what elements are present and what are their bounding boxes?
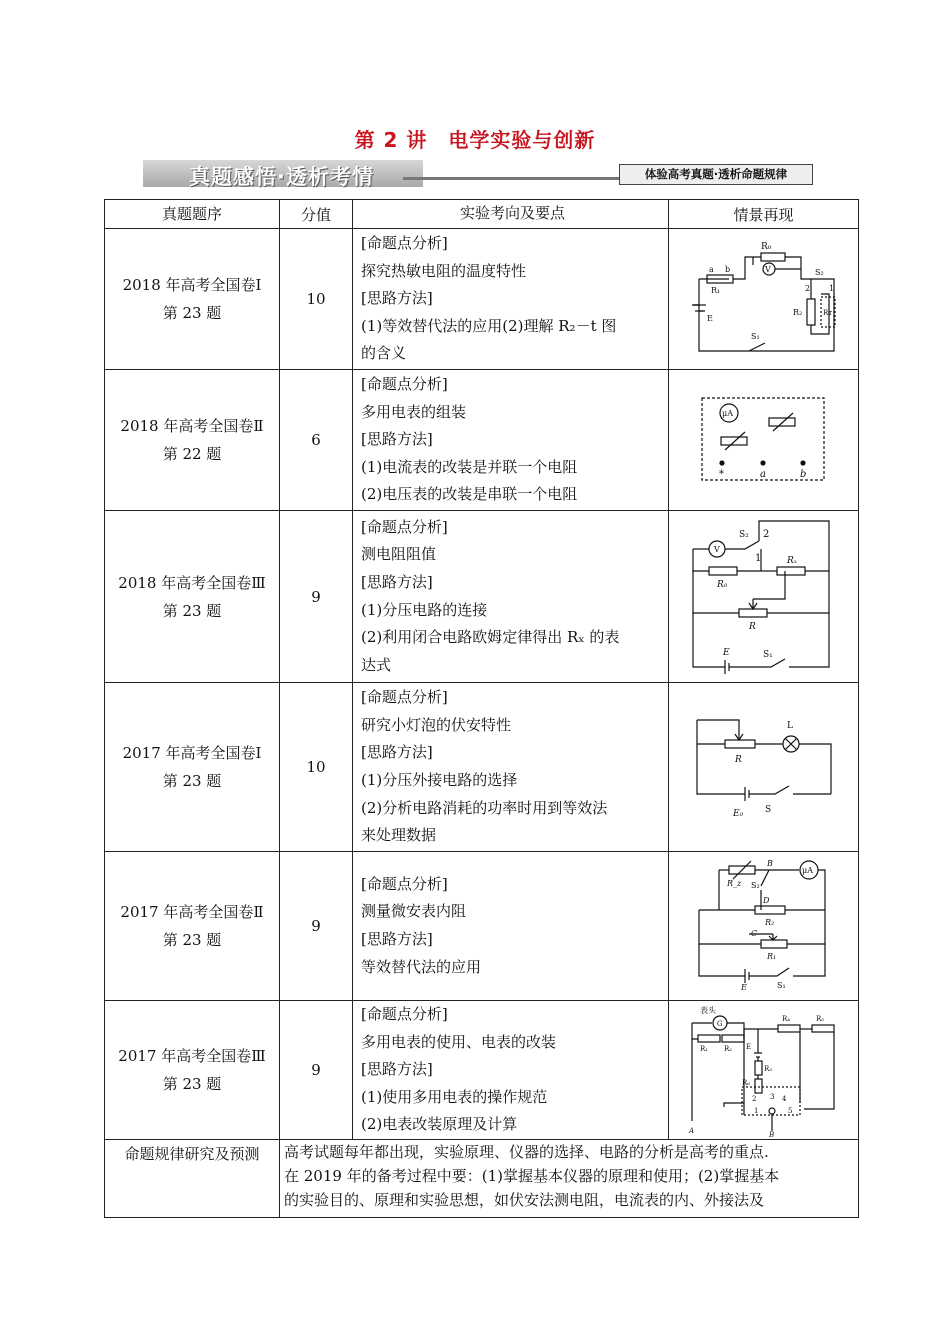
source-line: 第 22 题 bbox=[162, 445, 222, 463]
label-s1: S₁ bbox=[776, 981, 786, 990]
point-line: 来处理数据 bbox=[361, 826, 437, 845]
label-v: V bbox=[713, 544, 720, 554]
point-line: [命题点分析] bbox=[361, 874, 448, 893]
label-e: E bbox=[745, 1042, 751, 1051]
circuit-diagram bbox=[689, 856, 839, 996]
row-figure bbox=[669, 370, 859, 511]
label-n2: 2 bbox=[751, 1094, 756, 1103]
label-d: D bbox=[762, 896, 769, 905]
point-line: (1)分压电路的连接 bbox=[361, 600, 488, 619]
row-figure bbox=[669, 229, 859, 370]
point-line: (1)电流表的改装是并联一个电阻 bbox=[361, 457, 578, 476]
point-line: [思路方法] bbox=[361, 743, 433, 762]
row-score: 10 bbox=[280, 683, 353, 852]
point-line: (2)电压表的改装是串联一个电阻 bbox=[361, 485, 578, 504]
label-star: * bbox=[718, 469, 724, 480]
row-score: 6 bbox=[280, 370, 353, 511]
label-r3: R₃ bbox=[763, 1064, 772, 1073]
label-s2: S₂ bbox=[738, 529, 749, 540]
row-score: 9 bbox=[280, 511, 353, 683]
label-ua: μA bbox=[801, 866, 813, 875]
label-a: a bbox=[708, 265, 714, 274]
row-figure bbox=[669, 852, 859, 1001]
label-n4: 4 bbox=[781, 1094, 786, 1103]
label-rz: R_z bbox=[726, 879, 741, 888]
label-r: R bbox=[748, 621, 756, 632]
label-s1: S₁ bbox=[750, 332, 760, 341]
label-n5: 5 bbox=[787, 1106, 792, 1115]
header-points: 实验考向及要点 bbox=[353, 200, 669, 229]
label-r0: R₀ bbox=[760, 242, 771, 252]
row-points bbox=[353, 852, 669, 1001]
table-row bbox=[105, 370, 859, 511]
label-n3: 3 bbox=[769, 1092, 774, 1101]
table-row bbox=[105, 229, 859, 370]
label-n1: 1 bbox=[828, 284, 834, 293]
label-r0: R₀ bbox=[716, 579, 727, 590]
row-score: 9 bbox=[280, 852, 353, 1001]
row-source bbox=[105, 852, 280, 1001]
label-a: a bbox=[759, 469, 766, 480]
source-line: 第 23 题 bbox=[162, 1074, 222, 1093]
label-c: C bbox=[750, 929, 757, 938]
row-figure bbox=[669, 683, 859, 852]
point-line: [命题点分析] bbox=[361, 234, 448, 253]
label-r4: R₄ bbox=[781, 1014, 790, 1023]
point-line: (2)电表改装原理及计算 bbox=[361, 1115, 518, 1134]
label-s2: S₂ bbox=[814, 268, 824, 277]
table-row bbox=[105, 511, 859, 683]
row-figure bbox=[669, 1001, 859, 1140]
label-n1: 1 bbox=[754, 552, 761, 564]
label-s2: S₂ bbox=[750, 881, 760, 890]
point-line: 研究小灯泡的伏安特性 bbox=[361, 715, 512, 734]
row-score: 9 bbox=[280, 1001, 353, 1140]
table-row bbox=[105, 1001, 859, 1140]
label-e: E bbox=[740, 983, 747, 992]
point-line: 测电阻阻值 bbox=[361, 545, 437, 564]
label-head: 表头 bbox=[699, 1005, 716, 1015]
label-rx: Rₓ bbox=[786, 555, 797, 566]
row-source bbox=[105, 1001, 280, 1140]
label-v: V bbox=[764, 265, 771, 274]
source-line: 2017 年高考全国卷Ⅰ bbox=[122, 744, 262, 762]
point-line: [思路方法] bbox=[361, 289, 433, 308]
row-points bbox=[353, 370, 669, 511]
source-line: 第 23 题 bbox=[162, 772, 222, 790]
label-e0: E₀ bbox=[732, 809, 743, 819]
banner-left bbox=[143, 160, 423, 187]
circuit-diagram bbox=[689, 712, 839, 822]
point-line: [命题点分析] bbox=[361, 1005, 448, 1023]
point-line: [命题点分析] bbox=[361, 517, 448, 536]
point-line: [思路方法] bbox=[361, 572, 433, 591]
prediction-label: 命题规律研究及预测 bbox=[105, 1139, 280, 1217]
point-line: 多用电表的使用、电表的改装 bbox=[361, 1032, 557, 1051]
label-b: b bbox=[799, 469, 806, 480]
label-s1: S₁ bbox=[762, 649, 773, 660]
point-line: 探究热敏电阻的温度特性 bbox=[361, 261, 527, 280]
point-line: 的含义 bbox=[361, 344, 407, 363]
point-line: (1)等效替代法的应用(2)理解 R₂－t 图 bbox=[361, 316, 617, 335]
source-line: 第 23 题 bbox=[162, 931, 222, 949]
point-line: [思路方法] bbox=[361, 1060, 433, 1079]
source-line: 第 23 题 bbox=[162, 601, 222, 620]
source-line: 2017 年高考全国卷Ⅲ bbox=[118, 1046, 266, 1065]
label-s: S bbox=[764, 805, 771, 815]
label-e: E bbox=[706, 314, 713, 323]
label-r: R bbox=[734, 755, 742, 765]
label-r2: R₂ bbox=[764, 918, 774, 927]
table-row bbox=[105, 852, 859, 1001]
label-r1: R₁ bbox=[766, 952, 776, 961]
row-points bbox=[353, 229, 669, 370]
label-r6: R₆ bbox=[741, 1078, 750, 1087]
label-rt: Rᴛ bbox=[822, 309, 832, 317]
multimeter-assembly-diagram bbox=[699, 395, 829, 485]
circuit-diagram bbox=[684, 1003, 844, 1137]
label-n1: 1 bbox=[753, 1106, 758, 1115]
circuit-diagram bbox=[689, 239, 839, 359]
prediction-line: 的实验目的、原理和实验思想，如伏安法测电阻，电流表的内、外接法及 bbox=[284, 1190, 765, 1209]
circuit-diagram bbox=[689, 517, 839, 677]
prediction-text bbox=[280, 1139, 859, 1217]
header-figure: 情景再现 bbox=[669, 200, 859, 229]
source-line: 第 23 题 bbox=[162, 304, 222, 322]
row-source bbox=[105, 370, 280, 511]
point-line: 达式 bbox=[361, 655, 392, 674]
point-line: [命题点分析] bbox=[361, 375, 448, 394]
label-r1: R₁ bbox=[699, 1044, 708, 1053]
point-line: 等效替代法的应用 bbox=[361, 957, 482, 976]
label-a: A bbox=[688, 1126, 694, 1135]
label-r2: R₂ bbox=[723, 1044, 732, 1053]
point-line: 多用电表的组装 bbox=[361, 402, 467, 421]
point-line: [命题点分析] bbox=[361, 688, 448, 707]
label-r5: R₅ bbox=[815, 1014, 824, 1023]
row-figure bbox=[669, 511, 859, 683]
page-title: 第 2 讲 电学实验与创新 bbox=[354, 128, 596, 152]
point-line: [思路方法] bbox=[361, 430, 433, 449]
label-g: G bbox=[716, 1019, 723, 1028]
row-source bbox=[105, 229, 280, 370]
row-score: 10 bbox=[280, 229, 353, 370]
prediction-line: 高考试题每年都出现，实验原理、仪器的选择、电路的分析是高考的重点. bbox=[284, 1142, 769, 1161]
label-n2: 2 bbox=[804, 284, 810, 293]
label-b: B bbox=[766, 859, 773, 868]
source-line: 2018 年高考全国卷Ⅱ bbox=[120, 417, 264, 435]
row-points bbox=[353, 1001, 669, 1140]
point-line: (2)利用闭合电路欧姆定律得出 Rₓ 的表 bbox=[361, 628, 620, 647]
label-l: L bbox=[786, 721, 793, 731]
label-n2: 2 bbox=[762, 528, 769, 540]
section-banner bbox=[143, 160, 813, 187]
label-b: b bbox=[724, 265, 730, 274]
prediction-line: 在 2019 年的备考过程中要：(1)掌握基本仪器的原理和使用；(2)掌握基本 bbox=[284, 1166, 780, 1185]
source-line: 2017 年高考全国卷Ⅱ bbox=[120, 903, 264, 921]
row-source bbox=[105, 511, 280, 683]
point-line: (1)使用多用电表的操作规范 bbox=[361, 1087, 548, 1106]
label-b: B bbox=[768, 1130, 774, 1137]
point-line: (1)分压外接电路的选择 bbox=[361, 771, 518, 789]
banner-left-text: 真题感悟·透析考情 bbox=[189, 165, 374, 189]
label-r1: R₁ bbox=[710, 286, 720, 295]
source-line: 2018 年高考全国卷Ⅰ bbox=[122, 276, 262, 294]
row-points bbox=[353, 511, 669, 683]
row-points bbox=[353, 683, 669, 852]
label-r2: R₂ bbox=[792, 308, 802, 317]
row-source bbox=[105, 683, 280, 852]
prediction-row bbox=[105, 1139, 859, 1217]
header-score: 分值 bbox=[280, 200, 353, 229]
header-source: 真题题序 bbox=[105, 200, 280, 229]
point-line: [思路方法] bbox=[361, 930, 433, 948]
label-ua: μA bbox=[721, 409, 733, 418]
point-line: 测量微安表内阻 bbox=[361, 902, 467, 921]
table-row bbox=[105, 683, 859, 852]
source-line: 2018 年高考全国卷Ⅲ bbox=[118, 573, 266, 592]
banner-right-text: 体验高考真题·透析命题规律 bbox=[619, 164, 813, 185]
exam-table bbox=[104, 199, 859, 1218]
table-header-row bbox=[105, 200, 859, 229]
point-line: (2)分析电路消耗的功率时用到等效法 bbox=[361, 798, 608, 817]
label-e: E bbox=[722, 647, 730, 658]
